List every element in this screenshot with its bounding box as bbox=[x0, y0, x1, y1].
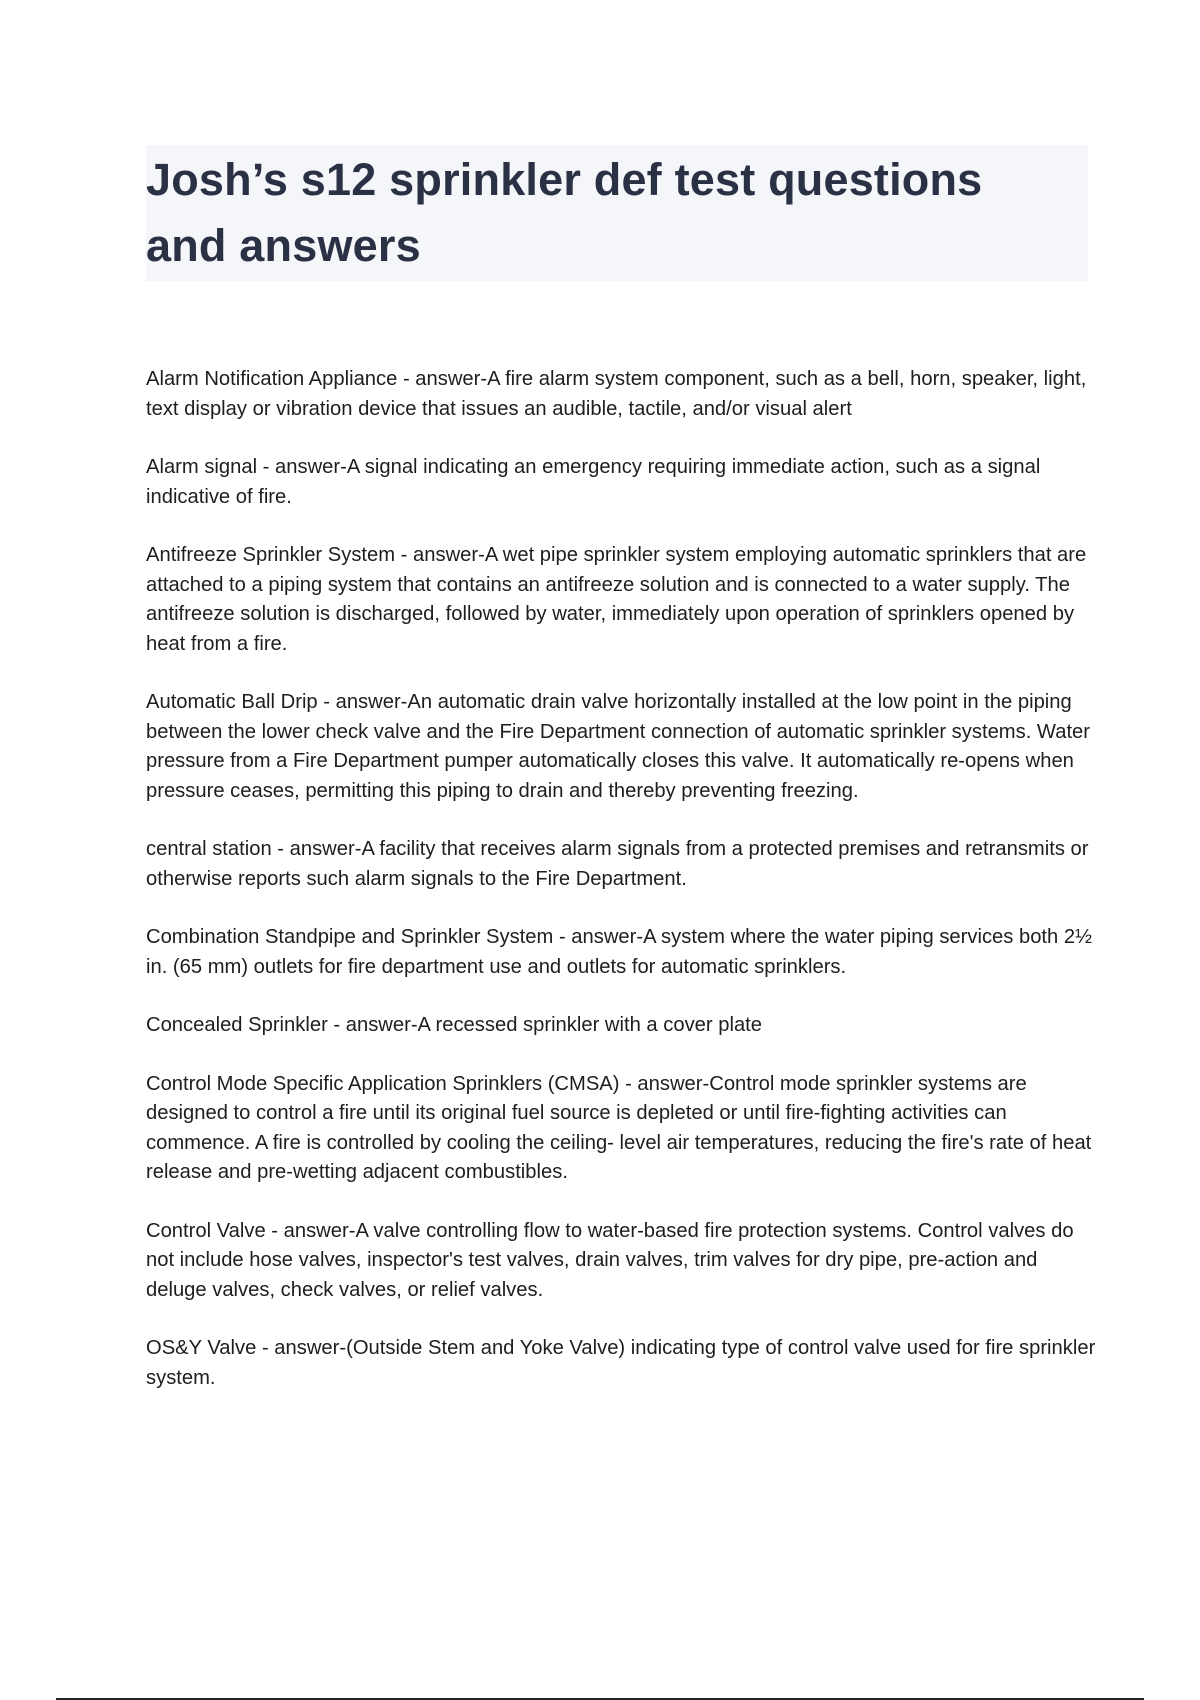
definition-entry bbox=[146, 453, 1096, 512]
entry-definition: Control mode sprinkler systems are designed to control a fire until its original fuel source is depleted or until fire-fighting activities can commence. A fire is controlled by cooling the ceiling- level air temperatures, reducing the fire's rate of heat release and pre-wetting adjacent combustibles. bbox=[146, 1072, 1092, 1183]
definition-entry bbox=[146, 365, 1096, 424]
entry-definition: An automatic drain valve horizontally installed at the low point in the piping between the lower check valve and the Fire Department connection of automatic sprinkler systems. Water pressure from a Fire Department pumper automatically closes this valve. It automatically re-opens when pressure ceases, permitting this piping to drain and thereby preventing freezing. bbox=[146, 691, 1091, 802]
entry-separator: - answer- bbox=[257, 456, 347, 478]
definition-entry bbox=[146, 541, 1096, 659]
entry-term: Alarm Notification Appliance bbox=[146, 368, 398, 390]
entry-term: Concealed Sprinkler bbox=[146, 1014, 328, 1036]
definition-entry bbox=[146, 923, 1096, 982]
entry-separator: - answer- bbox=[327, 1014, 418, 1036]
definition-entry bbox=[146, 1334, 1096, 1393]
entry-term: Antifreeze Sprinkler System bbox=[146, 544, 396, 566]
definition-entry bbox=[146, 688, 1096, 806]
entry-separator: - answer- bbox=[395, 544, 485, 566]
page-title bbox=[146, 147, 1088, 279]
entry-term: Combination Standpipe and Sprinkler System bbox=[146, 926, 554, 948]
entry-term: central station bbox=[146, 838, 272, 860]
entry-definition: (Outside Stem and Yoke Valve) indicating type of control valve used for fire sprinkler system. bbox=[146, 1337, 1096, 1389]
definition-list bbox=[146, 365, 1096, 1422]
entry-definition: A recessed sprinkler with a cover plate bbox=[417, 1014, 763, 1036]
entry-definition: A valve controlling flow to water-based fire protection systems. Control valves do not include hose valves, inspector's test valves, drain valves, trim valves for dry pipe, pre-action and deluge valves, check valves, or relief valves. bbox=[146, 1219, 1074, 1301]
entry-term: Alarm signal bbox=[146, 456, 258, 478]
entry-term: OS&Y Valve bbox=[146, 1337, 257, 1359]
entry-term: Control Mode Specific Application Sprinklers (CMSA) bbox=[146, 1072, 620, 1095]
page-title-line-1: Josh’s s12 sprinkler def test questions bbox=[146, 154, 983, 205]
page-title-line-2: and answers bbox=[146, 220, 421, 271]
definition-entry bbox=[146, 1011, 1096, 1041]
definition-entry bbox=[146, 835, 1096, 894]
entry-term: Automatic Ball Drip bbox=[146, 691, 318, 713]
entry-term: Control Valve bbox=[146, 1219, 266, 1242]
entry-definition: A system where the water piping services both 2½ in. (65 mm) outlets for fire department use and outlets for automatic sprinklers. bbox=[146, 926, 1092, 978]
entry-separator: - answer- bbox=[265, 1219, 356, 1242]
entry-separator: - answer- bbox=[317, 691, 408, 713]
definition-entry bbox=[146, 1070, 1096, 1188]
entry-separator: - answer- bbox=[619, 1072, 710, 1095]
entry-definition: A wet pipe sprinkler system employing automatic sprinklers that are attached to a piping system that contains an antifreeze solution and is connected to a water supply. The antifreeze solution is discharged, followed by water, immediately upon operation of sprinklers opened by heat from a fire. bbox=[146, 544, 1087, 655]
entry-separator: - answer- bbox=[271, 838, 362, 860]
definition-entry bbox=[146, 1217, 1096, 1306]
entry-separator: - answer- bbox=[256, 1337, 347, 1359]
entry-definition: A facility that receives alarm signals from a protected premises and retransmits or otherwise reports such alarm signals to the Fire Department. bbox=[146, 838, 1089, 890]
entry-separator: - answer- bbox=[397, 368, 488, 390]
entry-separator: - answer- bbox=[553, 926, 644, 948]
entry-definition: A fire alarm system component, such as a bell, horn, speaker, light, text display or vibration device that issues an audible, tactile, and/or visual alert bbox=[146, 368, 1087, 420]
title-block bbox=[146, 145, 1088, 281]
entry-definition: A signal indicating an emergency requiring immediate action, such as a signal indicative of fire. bbox=[146, 456, 1041, 508]
